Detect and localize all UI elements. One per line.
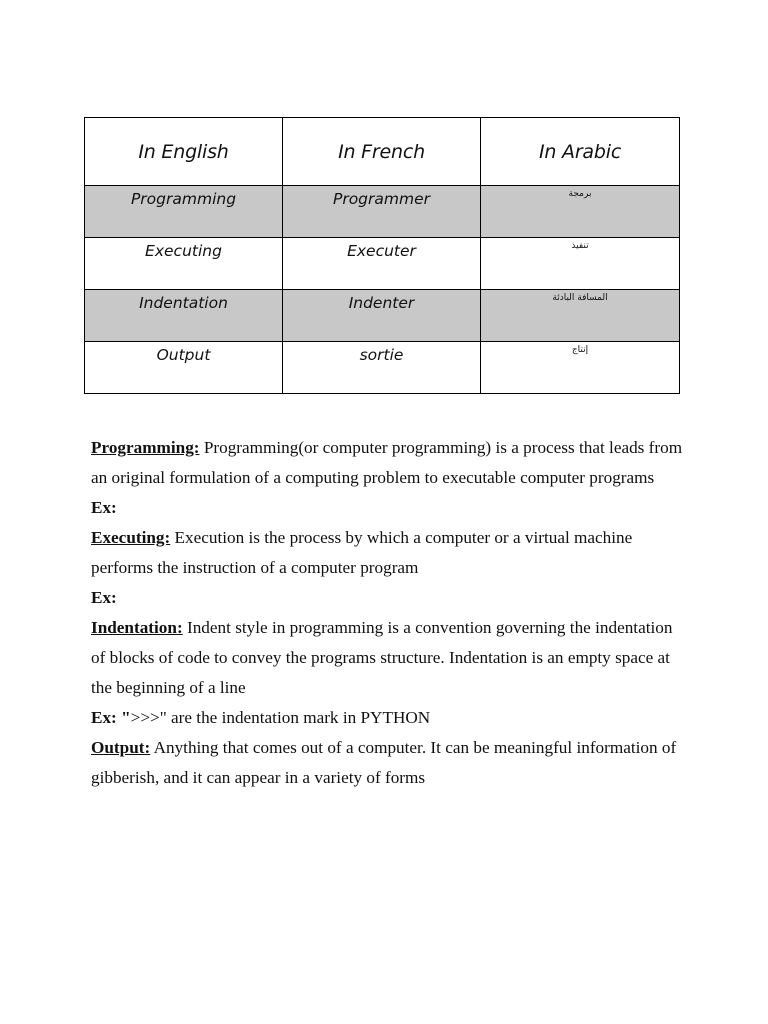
- term-executing: Executing:: [91, 528, 171, 547]
- example-label: Ex:: [91, 588, 117, 607]
- cell-french: Executer: [283, 238, 481, 290]
- cell-french: Programmer: [283, 186, 481, 238]
- term-programming: Programming:: [91, 438, 200, 457]
- table-row: [85, 290, 680, 342]
- glossary-table: [84, 117, 680, 394]
- cell-arabic: إنتاج: [481, 342, 680, 394]
- example-programming: [91, 493, 691, 523]
- cell-french: sortie: [283, 342, 481, 394]
- definition-text: Execution is the process by which a computer or a virtual machine performs the instruction of a computer program: [91, 528, 633, 577]
- definition-indentation: [91, 613, 691, 703]
- definition-text: Anything that comes out of a computer. It can be meaningful information of gibberish, and it can appear in a variety of forms: [91, 738, 677, 787]
- definitions-section: [91, 433, 691, 793]
- header-english: In English: [85, 118, 283, 186]
- cell-english: Indentation: [85, 290, 283, 342]
- header-french: In French: [283, 118, 481, 186]
- table-row: [85, 186, 680, 238]
- example-label: Ex:: [91, 498, 117, 517]
- definition-executing: [91, 523, 691, 583]
- example-label: Ex: ": [91, 708, 131, 727]
- cell-english: Executing: [85, 238, 283, 290]
- cell-arabic: برمجة: [481, 186, 680, 238]
- cell-english: Output: [85, 342, 283, 394]
- cell-french: Indenter: [283, 290, 481, 342]
- example-indentation: [91, 703, 691, 733]
- table-row: [85, 238, 680, 290]
- cell-arabic: المسافة البادئة: [481, 290, 680, 342]
- definition-programming: [91, 433, 691, 493]
- definition-text: Programming(or computer programming) is a process that leads from an original formulation of a computing problem to executable computer programs: [91, 438, 683, 487]
- example-text: >>>" are the indentation mark in PYTHON: [130, 708, 431, 727]
- example-executing: [91, 583, 691, 613]
- definition-text: Indent style in programming is a convention governing the indentation of blocks of code to convey the programs structure. Indentation is an empty space at the beginning of a line: [91, 618, 673, 697]
- cell-english: Programming: [85, 186, 283, 238]
- term-indentation: Indentation:: [91, 618, 183, 637]
- header-arabic: In Arabic: [481, 118, 680, 186]
- definition-output: [91, 733, 691, 793]
- table-header-row: [85, 118, 680, 186]
- term-output: Output:: [91, 738, 151, 757]
- table-row: [85, 342, 680, 394]
- cell-arabic: تنفيذ: [481, 238, 680, 290]
